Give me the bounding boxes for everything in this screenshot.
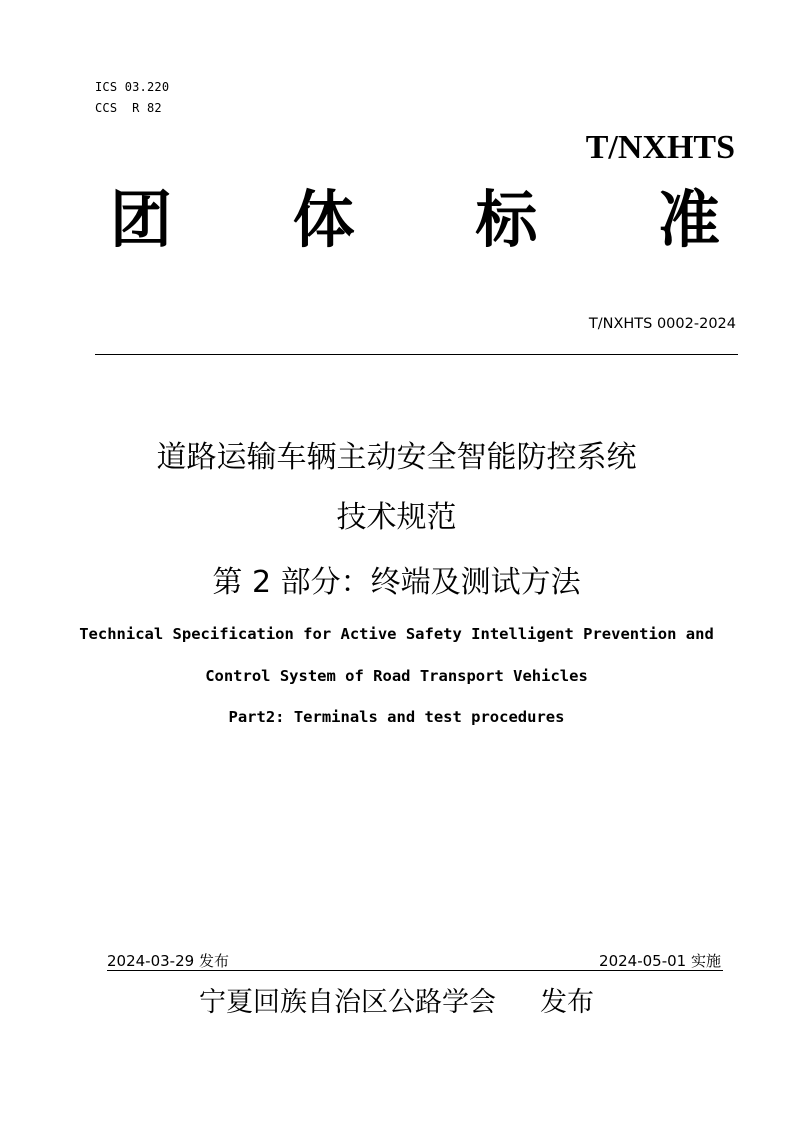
implement-date: 2024-05-01 实施	[599, 952, 721, 970]
date-divider	[107, 970, 723, 971]
en-title-line-1: Technical Specification for Active Safety Intelligent Prevention and	[79, 625, 714, 643]
cn-title-line-2: 技术规范	[336, 500, 457, 535]
title-char: 标	[475, 183, 538, 256]
standard-number: T/NXHTS 0002-2024	[588, 316, 736, 332]
en-title-line-3: Part2: Terminals and test procedures	[228, 708, 565, 726]
classification-codes	[95, 77, 169, 119]
ccs-code: CCS R 82	[95, 101, 162, 115]
document-type-title	[110, 180, 720, 260]
ics-code: ICS 03.220	[95, 80, 170, 94]
header-divider	[95, 354, 738, 355]
en-title-line-2: Control System of Road Transport Vehicles	[205, 667, 588, 685]
release-date: 2024-03-29 发布	[107, 952, 229, 970]
publisher-action: 发布	[540, 987, 594, 1018]
cn-title-line-3: 第 2 部分：终端及测试方法	[212, 565, 581, 600]
cn-title-line-1: 道路运输车辆主动安全智能防控系统	[156, 440, 637, 475]
title-char: 体	[292, 183, 355, 256]
publisher-line	[0, 985, 793, 1021]
publisher-name: 宁夏回族自治区公路学会	[199, 987, 496, 1018]
title-char: 团	[110, 183, 173, 256]
title-char: 准	[657, 183, 720, 256]
org-code: T/NXHTS	[585, 129, 735, 166]
